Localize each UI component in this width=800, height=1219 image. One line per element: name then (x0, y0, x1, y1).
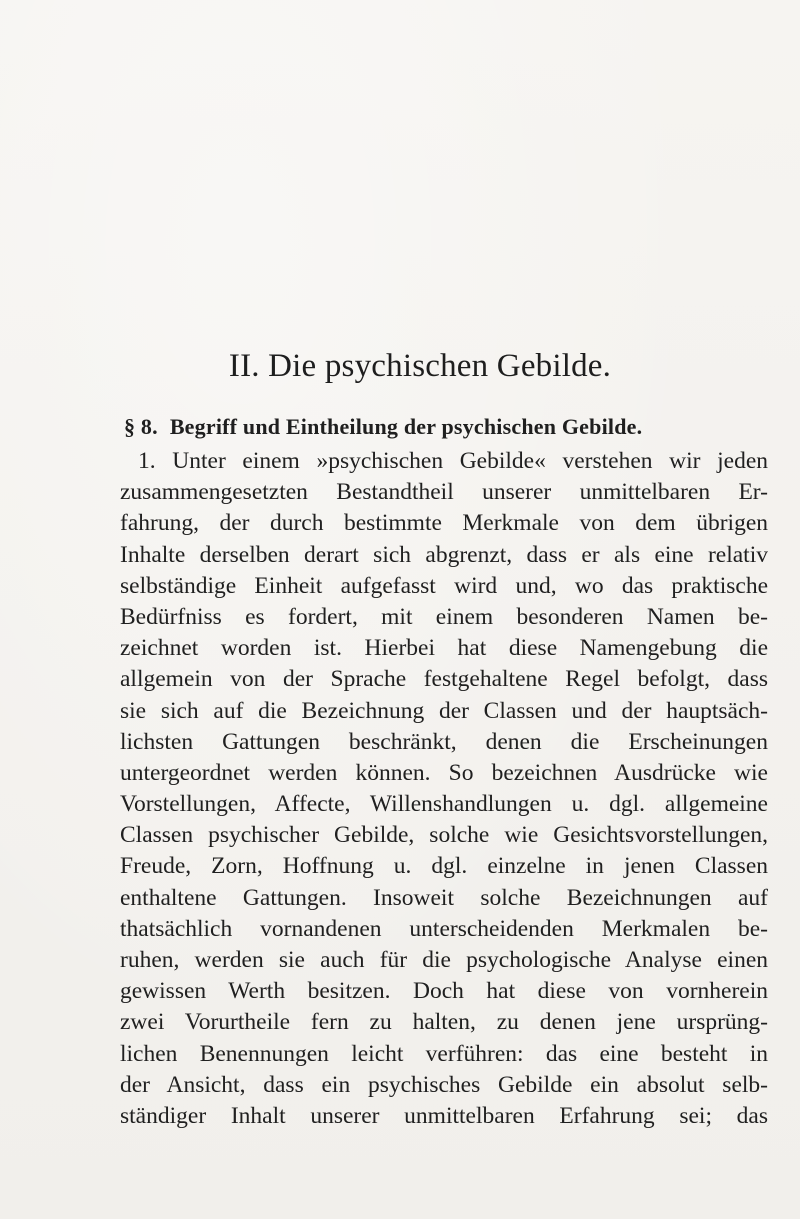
body-paragraph (120, 446, 768, 1132)
section-number: § 8. (124, 414, 158, 439)
text-line: zwei Vorurtheile fern zu halten, zu denen jene ursprüng- (120, 1009, 768, 1036)
text-line: Freude, Zorn, Hoffnung u. dgl. einzelne in jenen Classen (120, 853, 768, 880)
text-line: fahrung, der durch bestimmte Merkmale von dem übrigen (120, 510, 768, 537)
text-line: gewissen Werth besitzen. Doch hat diese von vornherein (120, 978, 768, 1005)
text-line: Classen psychischer Gebilde, solche wie Gesichtsvorstellungen, (120, 822, 768, 849)
text-line: thatsächlich vornandenen unterscheidenden Merkmalen be- (120, 915, 768, 942)
text-line: Inhalte derselben derart sich abgrenzt, dass er als eine relativ (120, 541, 768, 568)
text-line: zeichnet worden ist. Hierbei hat diese Namengebung die (120, 635, 768, 662)
text-line: 1. Unter einem »psychischen Gebilde« verstehen wir jeden (138, 448, 768, 474)
text-line: der Ansicht, dass ein psychisches Gebilde ein absolut selb- (120, 1071, 768, 1098)
text-line: untergeordnet werden können. So bezeichnen Ausdrücke wie (120, 759, 768, 786)
text-line: enthaltene Gattungen. Insoweit solche Bezeichnungen auf (120, 884, 768, 911)
section-title: Begriff und Eintheilung der psychischen Gebilde. (169, 414, 643, 439)
text-line: lichen Benennungen leicht verführen: das eine besteht in (120, 1040, 768, 1067)
chapter-heading: II. Die psychischen Gebilde. (228, 348, 612, 384)
section-heading (124, 414, 764, 440)
text-line: ständiger Inhalt unserer unmittelbaren Erfahrung sei; das (120, 1102, 768, 1129)
text-line: sie sich auf die Bezeichnung der Classen und der hauptsäch- (120, 697, 768, 724)
text-line: selbständige Einheit aufgefasst wird und, wo das praktische (120, 572, 768, 599)
text-line: Vorstellungen, Affecte, Willenshandlungen u. dgl. allgemeine (120, 791, 768, 818)
text-line: Bedürfniss es fordert, mit einem besonderen Namen be- (120, 603, 768, 630)
text-line: zusammengesetzten Bestandtheil unserer unmittelbaren Er- (120, 479, 768, 506)
text-line: allgemein von der Sprache festgehaltene Regel befolgt, dass (120, 666, 768, 693)
text-line: ruhen, werden sie auch für die psychologische Analyse einen (120, 947, 768, 973)
text-line: lichsten Gattungen beschränkt, denen die Erscheinungen (120, 728, 768, 755)
